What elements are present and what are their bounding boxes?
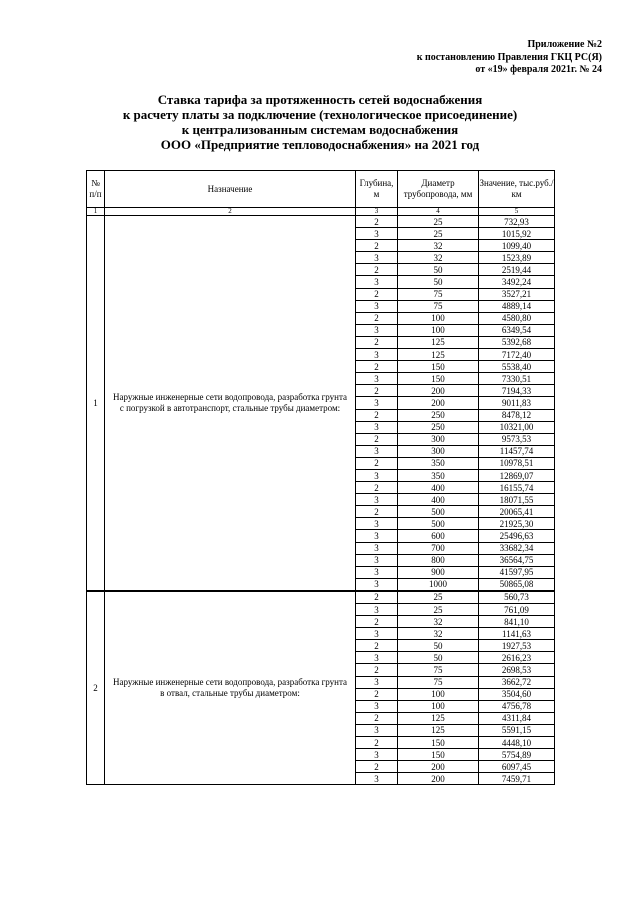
depth-cell: 2: [356, 664, 398, 676]
value-cell: 7194,33: [479, 385, 555, 397]
value-cell: 12869,07: [479, 469, 555, 481]
value-cell: 3504,60: [479, 688, 555, 700]
diameter-cell: 400: [398, 494, 479, 506]
section-description: Наружные инженерные сети водопровода, разработка грунта с погрузкой в автотранспорт, стальные трубы диаметром:: [105, 216, 356, 591]
value-cell: 5591,15: [479, 724, 555, 736]
depth-cell: 2: [356, 591, 398, 604]
value-cell: 8478,12: [479, 409, 555, 421]
value-cell: 1523,89: [479, 252, 555, 264]
col-header-value: Значение, тыс.руб./км: [479, 171, 555, 208]
diameter-cell: 350: [398, 457, 479, 469]
diameter-cell: 100: [398, 688, 479, 700]
value-cell: 50865,08: [479, 578, 555, 591]
col-number: 4: [398, 208, 479, 216]
diameter-cell: 500: [398, 518, 479, 530]
depth-cell: 2: [356, 409, 398, 421]
depth-cell: 2: [356, 506, 398, 518]
section-number: 2: [87, 591, 105, 785]
depth-cell: 3: [356, 604, 398, 616]
diameter-cell: 125: [398, 724, 479, 736]
value-cell: 1927,53: [479, 640, 555, 652]
page-crop-edge: [0, 838, 640, 905]
value-cell: 2519,44: [479, 264, 555, 276]
value-cell: 5754,89: [479, 749, 555, 761]
diameter-cell: 25: [398, 591, 479, 604]
diameter-cell: 350: [398, 469, 479, 481]
table-body: [87, 216, 555, 785]
depth-cell: 3: [356, 542, 398, 554]
diameter-cell: 200: [398, 385, 479, 397]
value-cell: 1015,92: [479, 228, 555, 240]
value-cell: 1099,40: [479, 240, 555, 252]
value-cell: 25496,63: [479, 530, 555, 542]
appendix-line: Приложение №2: [527, 39, 602, 50]
diameter-cell: 150: [398, 361, 479, 373]
depth-cell: 2: [356, 264, 398, 276]
diameter-cell: 100: [398, 324, 479, 336]
depth-cell: 3: [356, 628, 398, 640]
value-cell: 16155,74: [479, 482, 555, 494]
diameter-cell: 50: [398, 652, 479, 664]
diameter-cell: 32: [398, 628, 479, 640]
depth-cell: 3: [356, 276, 398, 288]
depth-cell: 3: [356, 469, 398, 481]
depth-cell: 3: [356, 530, 398, 542]
value-cell: 7330,51: [479, 373, 555, 385]
diameter-cell: 150: [398, 373, 479, 385]
depth-cell: 3: [356, 349, 398, 361]
depth-cell: 2: [356, 385, 398, 397]
value-cell: 6349,54: [479, 324, 555, 336]
appendix-line: к постановлению Правления ГКЦ РС(Я): [416, 51, 602, 63]
diameter-cell: 250: [398, 421, 479, 433]
depth-cell: 3: [356, 373, 398, 385]
diameter-cell: 75: [398, 288, 479, 300]
value-cell: 5538,40: [479, 361, 555, 373]
document-title: [0, 92, 640, 152]
depth-cell: 3: [356, 554, 398, 566]
diameter-cell: 800: [398, 554, 479, 566]
value-cell: 841,10: [479, 616, 555, 628]
depth-cell: 3: [356, 300, 398, 312]
depth-cell: 3: [356, 773, 398, 785]
title-line: Ставка тарифа за протяженность сетей водоснабжения: [157, 92, 483, 107]
section-description: Наружные инженерные сети водопровода, разработка грунта в отвал, стальные трубы диаметром:: [105, 591, 356, 785]
diameter-cell: 250: [398, 409, 479, 421]
col-number: 1: [87, 208, 105, 216]
diameter-cell: 900: [398, 566, 479, 578]
diameter-cell: 50: [398, 276, 479, 288]
depth-cell: 3: [356, 421, 398, 433]
col-number: 5: [479, 208, 555, 216]
depth-cell: 3: [356, 324, 398, 336]
diameter-cell: 1000: [398, 578, 479, 591]
diameter-cell: 200: [398, 761, 479, 773]
depth-cell: 3: [356, 397, 398, 409]
depth-cell: 2: [356, 761, 398, 773]
value-cell: 1141,63: [479, 628, 555, 640]
value-cell: 761,09: [479, 604, 555, 616]
value-cell: 36564,75: [479, 554, 555, 566]
title-line: к централизованным системам водоснабжения: [181, 122, 459, 137]
depth-cell: 2: [356, 216, 398, 228]
depth-cell: 2: [356, 288, 398, 300]
value-cell: 4889,14: [479, 300, 555, 312]
appendix-line: от «19» февраля 2021г. № 24: [475, 64, 602, 75]
value-cell: 9573,53: [479, 433, 555, 445]
depth-cell: 2: [356, 640, 398, 652]
depth-cell: 3: [356, 228, 398, 240]
diameter-cell: 32: [398, 252, 479, 264]
col-number: 2: [105, 208, 356, 216]
value-cell: 21925,30: [479, 518, 555, 530]
value-cell: 20065,41: [479, 506, 555, 518]
value-cell: 33682,34: [479, 542, 555, 554]
diameter-cell: 125: [398, 349, 479, 361]
diameter-cell: 100: [398, 700, 479, 712]
value-cell: 9011,83: [479, 397, 555, 409]
diameter-cell: 150: [398, 737, 479, 749]
depth-cell: 2: [356, 712, 398, 724]
depth-cell: 3: [356, 700, 398, 712]
depth-cell: 2: [356, 361, 398, 373]
depth-cell: 3: [356, 445, 398, 457]
depth-cell: 3: [356, 749, 398, 761]
diameter-cell: 500: [398, 506, 479, 518]
diameter-cell: 25: [398, 604, 479, 616]
section-number: 1: [87, 216, 105, 591]
diameter-cell: 25: [398, 216, 479, 228]
value-cell: 41597,95: [479, 566, 555, 578]
depth-cell: 3: [356, 494, 398, 506]
value-cell: 10321,00: [479, 421, 555, 433]
value-cell: 3492,24: [479, 276, 555, 288]
diameter-cell: 125: [398, 712, 479, 724]
diameter-cell: 300: [398, 433, 479, 445]
diameter-cell: 25: [398, 228, 479, 240]
title-line: к расчету платы за подключение (технологическое присоединение): [122, 107, 518, 122]
diameter-cell: 300: [398, 445, 479, 457]
col-number: 3: [356, 208, 398, 216]
depth-cell: 3: [356, 652, 398, 664]
value-cell: 7172,40: [479, 349, 555, 361]
diameter-cell: 150: [398, 749, 479, 761]
value-cell: 3662,72: [479, 676, 555, 688]
value-cell: 11457,74: [479, 445, 555, 457]
value-cell: 7459,71: [479, 773, 555, 785]
diameter-cell: 200: [398, 773, 479, 785]
col-header-number: № п/п: [87, 171, 105, 208]
table-row: [87, 216, 555, 228]
depth-cell: 2: [356, 336, 398, 348]
depth-cell: 3: [356, 518, 398, 530]
col-header-depth: Глубина, м: [356, 171, 398, 208]
column-number-row: [87, 208, 555, 216]
value-cell: 6097,45: [479, 761, 555, 773]
diameter-cell: 32: [398, 240, 479, 252]
header-row: [87, 171, 555, 208]
diameter-cell: 600: [398, 530, 479, 542]
depth-cell: 3: [356, 566, 398, 578]
value-cell: 4756,78: [479, 700, 555, 712]
depth-cell: 2: [356, 737, 398, 749]
appendix-block: [417, 39, 602, 77]
value-cell: 5392,68: [479, 336, 555, 348]
tariff-table: [86, 170, 555, 785]
value-cell: 732,93: [479, 216, 555, 228]
value-cell: 3527,21: [479, 288, 555, 300]
depth-cell: 3: [356, 676, 398, 688]
value-cell: 2698,53: [479, 664, 555, 676]
depth-cell: 3: [356, 578, 398, 591]
diameter-cell: 75: [398, 676, 479, 688]
diameter-cell: 400: [398, 482, 479, 494]
depth-cell: 2: [356, 616, 398, 628]
diameter-cell: 200: [398, 397, 479, 409]
value-cell: 2616,23: [479, 652, 555, 664]
value-cell: 4448,10: [479, 737, 555, 749]
depth-cell: 3: [356, 252, 398, 264]
diameter-cell: 125: [398, 336, 479, 348]
table-row: [87, 591, 555, 604]
value-cell: 10978,51: [479, 457, 555, 469]
depth-cell: 2: [356, 688, 398, 700]
value-cell: 4580,80: [479, 312, 555, 324]
title-line: ООО «Предприятие тепловодоснабжения» на 2021 год: [160, 137, 480, 152]
diameter-cell: 50: [398, 640, 479, 652]
col-header-purpose: Назначение: [105, 171, 356, 208]
diameter-cell: 75: [398, 300, 479, 312]
col-header-diameter: Диаметр трубопровода, мм: [398, 171, 479, 208]
depth-cell: 2: [356, 482, 398, 494]
diameter-cell: 100: [398, 312, 479, 324]
depth-cell: 2: [356, 433, 398, 445]
depth-cell: 2: [356, 240, 398, 252]
diameter-cell: 700: [398, 542, 479, 554]
depth-cell: 2: [356, 312, 398, 324]
value-cell: 18071,55: [479, 494, 555, 506]
value-cell: 4311,84: [479, 712, 555, 724]
depth-cell: 2: [356, 457, 398, 469]
diameter-cell: 75: [398, 664, 479, 676]
depth-cell: 3: [356, 724, 398, 736]
diameter-cell: 50: [398, 264, 479, 276]
value-cell: 560,73: [479, 591, 555, 604]
diameter-cell: 32: [398, 616, 479, 628]
